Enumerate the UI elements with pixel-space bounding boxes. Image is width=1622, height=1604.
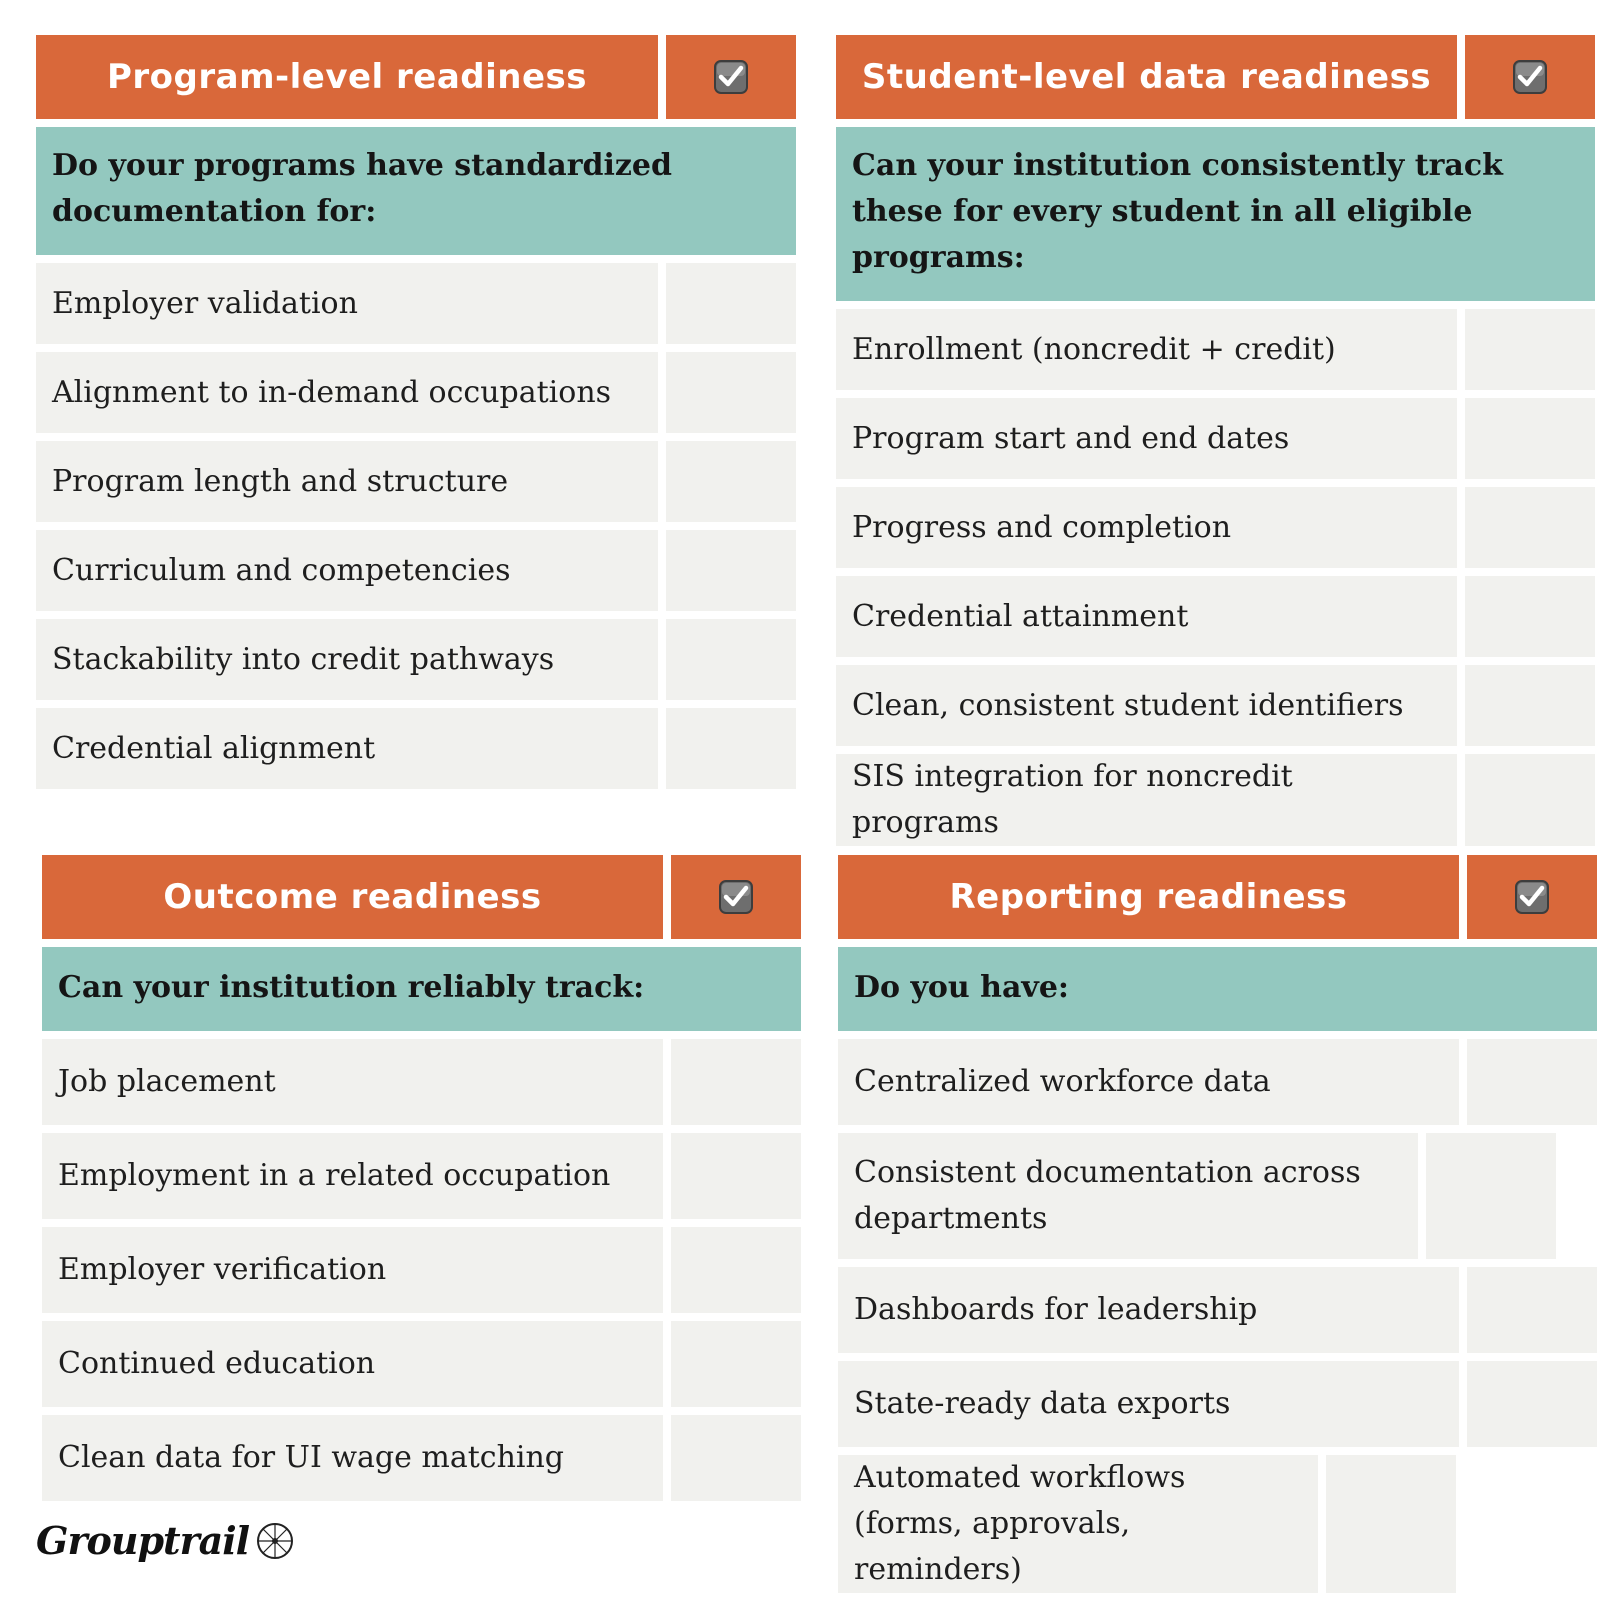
checklist-item: Automated workflows (forms, approvals, reminders) (838, 1455, 1318, 1593)
header-check-cell (671, 855, 801, 939)
checkbox-checked-icon (718, 879, 754, 915)
checklist-checkbox[interactable] (1467, 1039, 1597, 1125)
checklist-checkbox[interactable] (1326, 1455, 1456, 1593)
panel-question: Do your programs have standardized documentation for: (36, 127, 796, 255)
checklist-item: Continued education (42, 1321, 663, 1407)
checklist-checkbox[interactable] (666, 263, 796, 344)
checklist-item: Clean, consistent student identifiers (836, 665, 1457, 746)
checklist-checkbox[interactable] (666, 530, 796, 611)
panel-question: Can your institution consistently track these for every student in all eligible programs: (836, 127, 1595, 301)
checklist-checkbox[interactable] (1465, 398, 1595, 479)
header-check-cell (1467, 855, 1597, 939)
panel-title: Student-level data readiness (836, 35, 1457, 119)
panel-question: Do you have: (838, 947, 1597, 1031)
checkbox-checked-icon (1514, 879, 1550, 915)
checklist-checkbox[interactable] (671, 1039, 801, 1125)
checkbox-checked-icon (1512, 59, 1548, 95)
checklist-checkbox[interactable] (1426, 1133, 1556, 1259)
checklist-item: Progress and completion (836, 487, 1457, 568)
checklist-item: Employment in a related occupation (42, 1133, 663, 1219)
panel-title: Reporting readiness (838, 855, 1459, 939)
checklist-checkbox[interactable] (1465, 309, 1595, 390)
checklist-item: Credential attainment (836, 576, 1457, 657)
checklist-item: Consistent documentation across departments (838, 1133, 1418, 1259)
panel-title: Outcome readiness (42, 855, 663, 939)
outcome-panel (42, 855, 801, 1509)
checklist-item: Credential alignment (36, 708, 658, 789)
checklist-item: Stackability into credit pathways (36, 619, 658, 700)
checklist-item: SIS integration for noncredit programs (836, 754, 1457, 846)
header-check-cell (1465, 35, 1595, 119)
header-check-cell (666, 35, 796, 119)
checkbox-checked-icon (713, 59, 749, 95)
checklist-checkbox[interactable] (1465, 487, 1595, 568)
grouptrail-logo (36, 1518, 295, 1563)
checklist-item: Curriculum and competencies (36, 530, 658, 611)
checklist-checkbox[interactable] (666, 441, 796, 522)
checklist-checkbox[interactable] (1465, 576, 1595, 657)
checklist-checkbox[interactable] (666, 708, 796, 789)
checklist-item: Alignment to in-demand occupations (36, 352, 658, 433)
checklist-item: Program length and structure (36, 441, 658, 522)
checklist-checkbox[interactable] (1467, 1361, 1597, 1447)
checklist-checkbox[interactable] (671, 1227, 801, 1313)
checklist-checkbox[interactable] (1467, 1267, 1597, 1353)
reporting-panel (838, 855, 1597, 1601)
checklist-checkbox[interactable] (1465, 754, 1595, 846)
checklist-item: Dashboards for leadership (838, 1267, 1459, 1353)
checklist-item: Enrollment (noncredit + credit) (836, 309, 1457, 390)
checklist-item: Centralized workforce data (838, 1039, 1459, 1125)
checklist-item: Employer validation (36, 263, 658, 344)
student-level-panel (836, 35, 1595, 854)
checklist-checkbox[interactable] (1465, 665, 1595, 746)
logo-text: Grouptrail (36, 1518, 250, 1563)
panel-question: Can your institution reliably track: (42, 947, 801, 1031)
checklist-item: State-ready data exports (838, 1361, 1459, 1447)
program-level-panel (36, 35, 796, 797)
checklist-checkbox[interactable] (666, 619, 796, 700)
checklist-checkbox[interactable] (671, 1133, 801, 1219)
checklist-item: Clean data for UI wage matching (42, 1415, 663, 1501)
checklist-checkbox[interactable] (666, 352, 796, 433)
wheel-icon (255, 1521, 295, 1561)
checklist-checkbox[interactable] (671, 1415, 801, 1501)
panel-title: Program-level readiness (36, 35, 658, 119)
checklist-item: Employer verification (42, 1227, 663, 1313)
checklist-item: Program start and end dates (836, 398, 1457, 479)
checklist-item: Job placement (42, 1039, 663, 1125)
checklist-checkbox[interactable] (671, 1321, 801, 1407)
